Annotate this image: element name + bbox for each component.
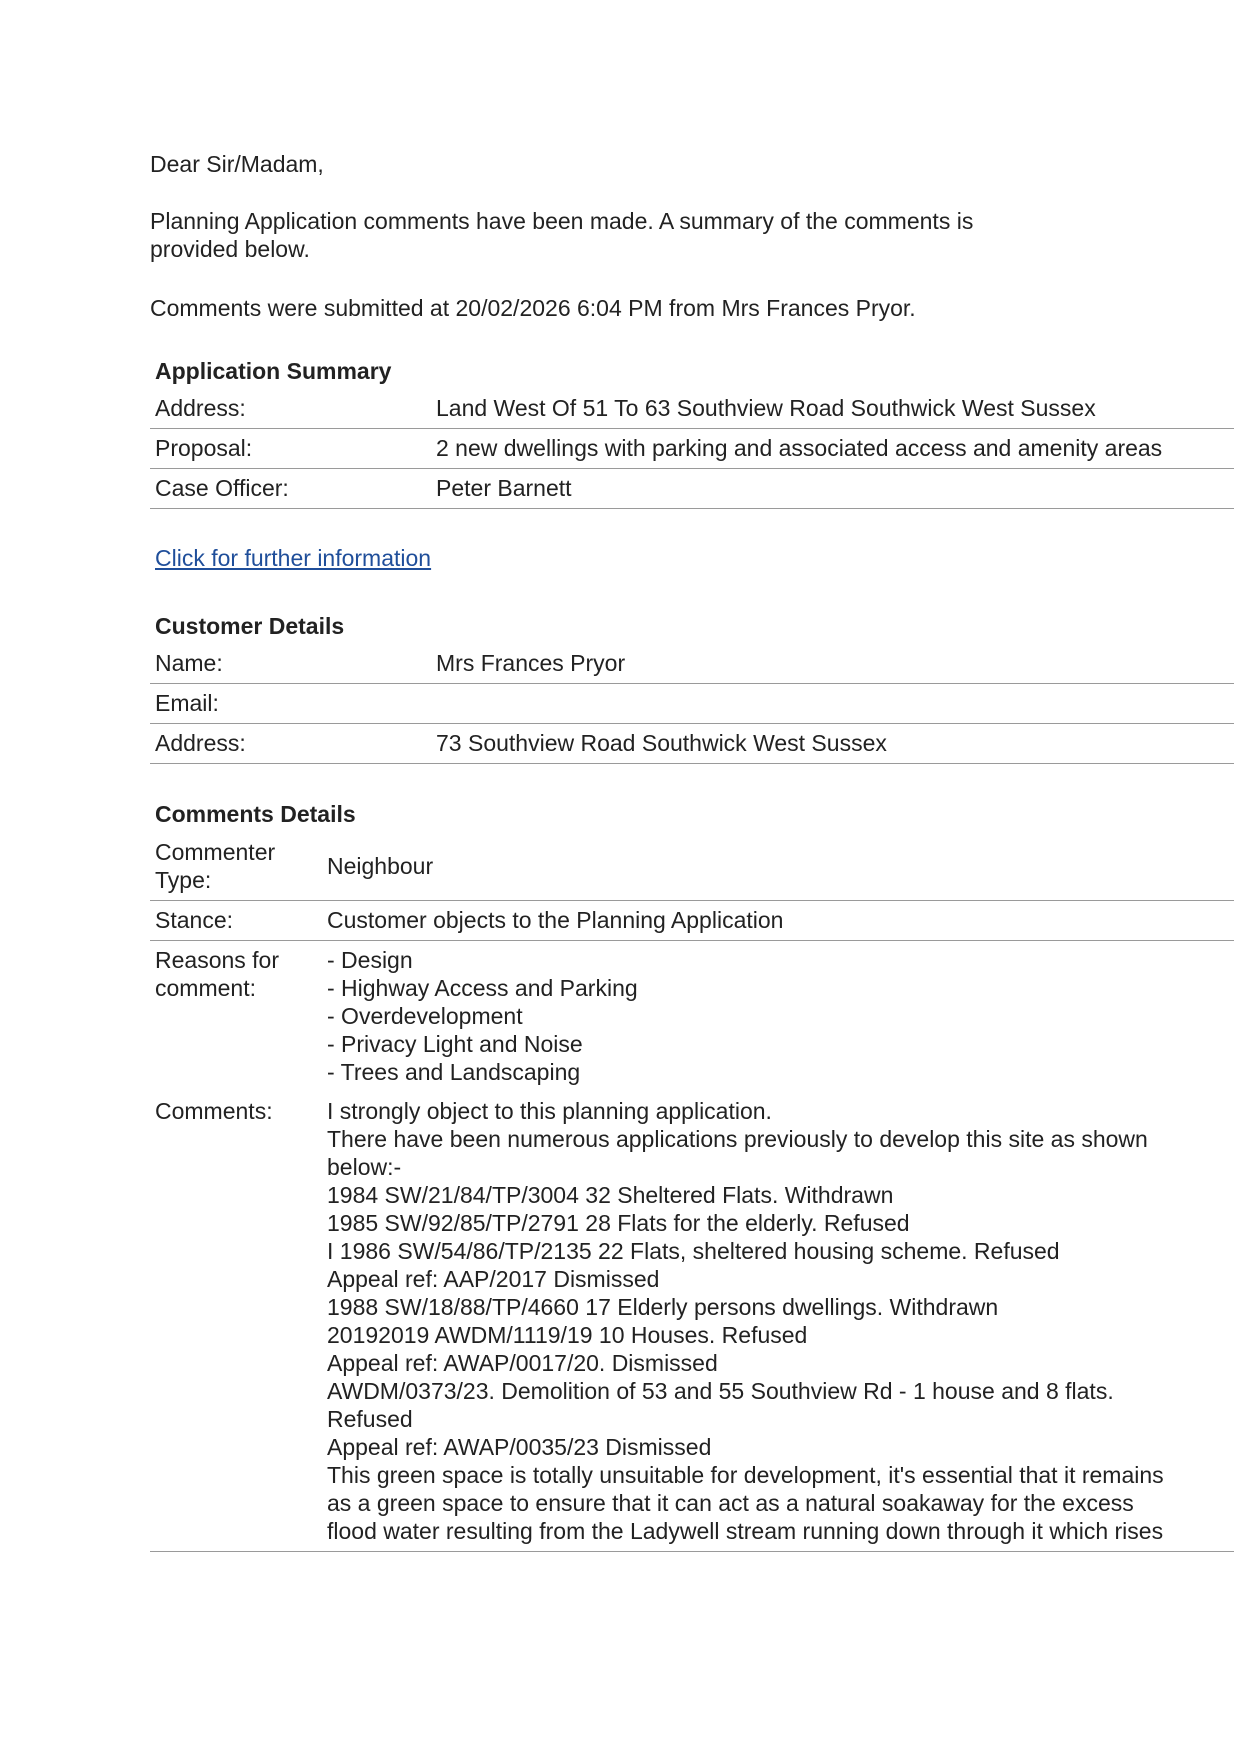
reason-item: - Overdevelopment (327, 1003, 523, 1029)
stance-value: Customer objects to the Planning Application (322, 901, 1234, 941)
reasons-label-line-2: comment: (155, 975, 256, 1001)
comment-line: 1988 SW/18/88/TP/4660 17 Elderly persons dwellings. Withdrawn (327, 1294, 999, 1320)
customer-name-label: Name: (150, 644, 431, 684)
stance-label: Stance: (150, 901, 322, 941)
comment-line: Appeal ref: AWAP/0017/20. Dismissed (327, 1350, 718, 1376)
comment-line: This green space is totally unsuitable for development, it's essential that it remains (327, 1462, 1164, 1488)
customer-address-value: 73 Southview Road Southwick West Sussex (431, 724, 1234, 764)
reasons-label (150, 941, 322, 1093)
comment-line: below:- (327, 1154, 402, 1180)
intro-line-2: provided below. (150, 236, 310, 262)
comment-line: There have been numerous applications previously to develop this site as shown (327, 1126, 1148, 1152)
comment-line: 1984 SW/21/84/TP/3004 32 Sheltered Flats. Withdrawn (327, 1182, 894, 1208)
comment-line: Refused (327, 1406, 413, 1432)
application-summary-table (150, 389, 1234, 509)
intro-paragraph (150, 207, 1110, 263)
reasons-label-line-1: Reasons for (155, 947, 280, 973)
summary-case-officer-label: Case Officer: (150, 469, 431, 509)
commenter-type-label-line-2: Type: (155, 867, 212, 893)
comments-row-reasons (150, 941, 1234, 1093)
customer-row-address (150, 724, 1234, 764)
reason-item: - Privacy Light and Noise (327, 1031, 583, 1057)
comment-line: Appeal ref: AAP/2017 Dismissed (327, 1266, 660, 1292)
comments-details-title: Comments Details (155, 801, 356, 827)
comments-label: Comments: (150, 1092, 322, 1552)
summary-address-label: Address: (150, 389, 431, 429)
summary-row-proposal (150, 429, 1234, 469)
summary-proposal-label: Proposal: (150, 429, 431, 469)
comments-row-commenter-type (150, 833, 1234, 901)
intro-line-1: Planning Application comments have been made. A summary of the comments is (150, 208, 974, 234)
commenter-type-value: Neighbour (322, 833, 1234, 901)
customer-address-label: Address: (150, 724, 431, 764)
customer-email-value (431, 684, 1234, 724)
summary-case-officer-value: Peter Barnett (431, 469, 1234, 509)
customer-email-label: Email: (150, 684, 431, 724)
commenter-type-label (150, 833, 322, 901)
reasons-list (322, 941, 1234, 1093)
commenter-type-label-line-1: Commenter (155, 839, 276, 865)
reason-item: - Highway Access and Parking (327, 975, 638, 1001)
comment-line: AWDM/0373/23. Demolition of 53 and 55 Southview Rd - 1 house and 8 flats. (327, 1378, 1114, 1404)
customer-row-name (150, 644, 1234, 684)
summary-row-case-officer (150, 469, 1234, 509)
customer-row-email (150, 684, 1234, 724)
reason-item: - Trees and Landscaping (327, 1059, 581, 1085)
comment-line: Appeal ref: AWAP/0035/23 Dismissed (327, 1434, 712, 1460)
comment-line: as a green space to ensure that it can act as a natural soakaway for the excess (327, 1490, 1134, 1516)
comment-line: I 1986 SW/54/86/TP/2135 22 Flats, sheltered housing scheme. Refused (327, 1238, 1060, 1264)
customer-details-table (150, 644, 1234, 764)
comments-details-table (150, 833, 1234, 1552)
comment-line: 20192019 AWDM/1119/19 10 Houses. Refused (327, 1322, 808, 1348)
customer-details-title: Customer Details (155, 613, 345, 639)
comment-line: 1985 SW/92/85/TP/2791 28 Flats for the elderly. Refused (327, 1210, 910, 1236)
salutation: Dear Sir/Madam, (150, 151, 324, 177)
summary-address-value: Land West Of 51 To 63 Southview Road Southwick West Sussex (431, 389, 1234, 429)
comments-row-comments (150, 1092, 1234, 1552)
customer-name-value: Mrs Frances Pryor (431, 644, 1234, 684)
summary-row-address (150, 389, 1234, 429)
comments-row-stance (150, 901, 1234, 941)
application-summary-title: Application Summary (155, 358, 392, 384)
comment-line: I strongly object to this planning application. (327, 1098, 772, 1124)
summary-proposal-value: 2 new dwellings with parking and associated access and amenity areas (431, 429, 1234, 469)
reason-item: - Design (327, 947, 413, 973)
submitted-note: Comments were submitted at 20/02/2026 6:04 PM from Mrs Frances Pryor. (150, 295, 916, 321)
comments-text (322, 1092, 1234, 1552)
further-information-link[interactable]: Click for further information (155, 545, 432, 571)
comment-line: flood water resulting from the Ladywell stream running down through it which rises (327, 1518, 1164, 1544)
